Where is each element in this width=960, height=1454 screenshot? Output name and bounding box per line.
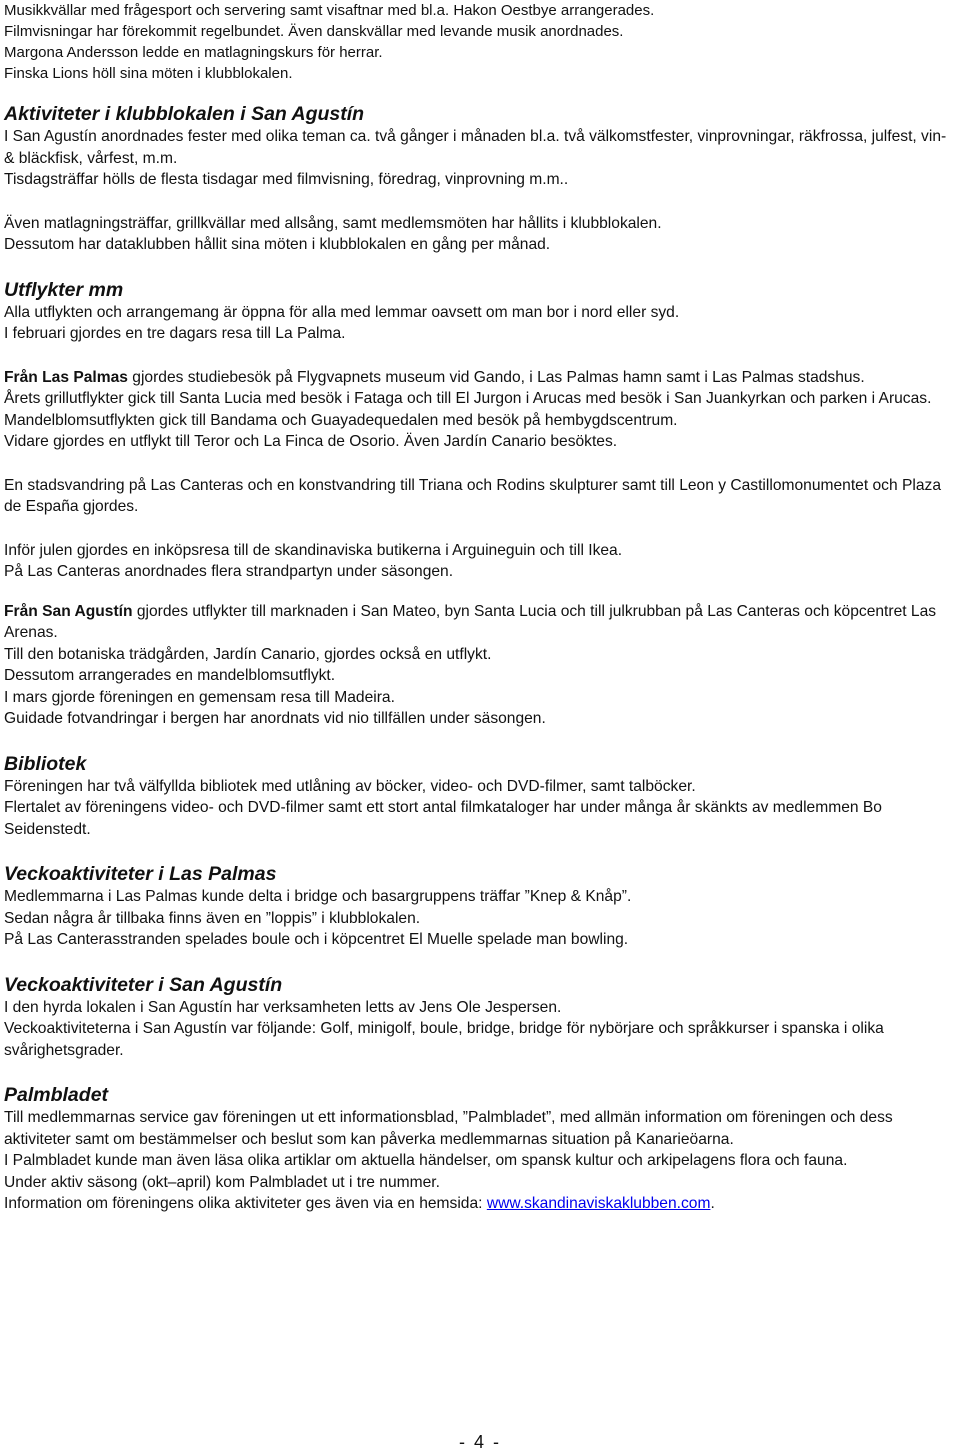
las-palmas-lead: Från Las Palmas: [4, 368, 128, 386]
document-page: [4, 0, 956, 1215]
vecka-lp-paragraph-1: Medlemmarna i Las Palmas kunde delta i bridge och basargruppens träffar ”Knep & Knåp”.: [4, 888, 632, 905]
heading-veckoaktiviteter-las-palmas: Veckoaktiviteter i Las Palmas: [4, 863, 277, 885]
vecka-sa-paragraph-2: Veckoaktiviteterna i San Agustín var följande: Golf, minigolf, boule, bridge, bridge för nybörjare och språkkurser i spanska i olika svårighetsgrader.: [4, 1020, 884, 1059]
san-agustin-lead: Från San Agustín: [4, 602, 133, 620]
intro-line-3: Margona Andersson ledde en matlagningskurs för herrar.: [4, 44, 383, 61]
palmbladet-paragraph-3: Under aktiv säsong (okt–april) kom Palmbladet ut i tre nummer.: [4, 1173, 440, 1191]
klubb-paragraph-3: Även matlagningsträffar, grillkvällar med allsång, samt medlemsmöten har hållits i klubblokalen.: [4, 214, 662, 232]
klubb-paragraph-4: Dessutom har dataklubben hållit sina möten i klubblokalen en gång per månad.: [4, 236, 551, 253]
intro-line-4: Finska Lions höll sina möten i klubblokalen.: [4, 65, 293, 82]
heading-veckoaktiviteter-san-agustin: Veckoaktiviteter i San Agustín: [4, 973, 283, 996]
vecka-lp-paragraph-2: Sedan några år tillbaka finns även en ”loppis” i klubblokalen.: [4, 909, 421, 927]
heading-klubblokalen: Aktiviteter i klubblokalen i San Agustín: [4, 103, 365, 125]
palmbladet-paragraph-2: I Palmbladet kunde man även läsa olika artiklar om aktuella händelser, om spansk kultur och arkipelagens flora och fauna.: [4, 1152, 848, 1169]
vecka-lp-paragraph-3: På Las Canterasstranden spelades boule och i köpcentret El Muelle spelade man bowling.: [4, 931, 629, 948]
bibliotek-paragraph-2: Flertalet av föreningens video- och DVD-filmer samt ett stort antal filmkataloger har under många år skänkts av medlemmen Bo Seidenstedt.: [4, 799, 882, 838]
palmbladet-paragraph-1: Till medlemmarnas service gav föreningen ut ett informationsblad, ”Palmbladet”, med allmän information om föreningen och dess aktiviteter samt om bestämmelser och beslut som kan påverka medlemmarnas situation på Kanarieöarna.: [4, 1109, 893, 1148]
san-agustin-paragraph: [4, 601, 956, 644]
las-palmas-paragraph-5: En stadsvandring på Las Canteras och en konstvandring till Triana och Rodins skulpturer samt till Leon y Castillomonumentet och Plaza de España gjordes.: [4, 476, 941, 515]
vecka-sa-paragraph-1: I den hyrda lokalen i San Agustín har verksamheten letts av Jens Ole Jespersen.: [4, 998, 562, 1016]
heading-utflykter: Utflykter mm: [4, 278, 124, 301]
las-palmas-paragraph-7: På Las Canteras anordnades flera strandpartyn under säsongen.: [4, 563, 454, 580]
heading-palmbladet: Palmbladet: [4, 1084, 109, 1106]
las-palmas-paragraph-3: Mandelblomsutflykten gick till Bandama och Guayadequedalen med besök på hembygdscentrum.: [4, 411, 678, 429]
website-link[interactable]: www.skandinaviskaklubben.com: [486, 1195, 711, 1212]
intro-line-1: Musikkvällar med frågesport och servering samt visaftnar med bl.a. Hakon Oestbye arrangerades.: [4, 2, 655, 19]
klubb-paragraph-2: Tisdagsträffar hölls de flesta tisdagar med filmvisning, föredrag, vinprovning m.m..: [4, 171, 569, 188]
san-agustin-paragraph-2: Till den botaniska trädgården, Jardín Canario, gjordes också en utflykt.: [4, 645, 492, 663]
utflykter-paragraph-2: I februari gjordes en tre dagars resa till La Palma.: [4, 325, 346, 342]
heading-bibliotek: Bibliotek: [4, 752, 87, 775]
san-agustin-rest: gjordes utflykter till marknaden i San Mateo, byn Santa Lucia och till julkrubban på Las Canteras och köpcentret Las Arenas.: [4, 602, 937, 641]
san-agustin-paragraph-3: Dessutom arrangerades en mandelblomsutflykt.: [4, 667, 336, 684]
website-intro-text: Information om föreningens olika aktiviteter ges även via en hemsida:: [4, 1195, 487, 1212]
las-palmas-paragraph-4: Vidare gjordes en utflykt till Teror och La Finca de Osorio. Även Jardín Canario besöktes.: [4, 433, 618, 450]
intro-section: [4, 0, 956, 84]
intro-line-2: Filmvisningar har förekommit regelbundet. Även danskvällar med levande musik anordnades.: [4, 23, 624, 40]
klubb-paragraph-1: I San Agustín anordnades fester med olika teman ca. två gånger i månaden bl.a. två välkomstfester, vinprovningar, räkfrossa, julfest, vin- & bläckfisk, vårfest, m.m.: [4, 128, 947, 167]
website-trailing-dot: .: [710, 1195, 715, 1212]
las-palmas-paragraph-6: Inför julen gjordes en inköpsresa till de skandinaviska butikerna i Arguineguin och till Ikea.: [4, 541, 623, 559]
las-palmas-rest: gjordes studiebesök på Flygvapnets museum vid Gando, i Las Palmas hamn samt i Las Palmas stadshus.: [127, 368, 865, 386]
page-number: - 4 -: [458, 1432, 501, 1452]
las-palmas-paragraph-2: Årets grillutflykter gick till Santa Lucia med besök i Fataga och till El Jurgon i Arucas med besök i San Juankyrkan och parken i Arucas.: [4, 390, 932, 407]
palmbladet-paragraph-4: [4, 1193, 956, 1215]
san-agustin-paragraph-4: I mars gjorde föreningen en gemensam resa till Madeira.: [4, 688, 395, 706]
utflykter-paragraph-1: Alla utflykten och arrangemang är öppna för alla med lemmar oavsett om man bor i nord eller syd.: [4, 303, 680, 321]
san-agustin-paragraph-5: Guidade fotvandringar i bergen har anordnats vid nio tillfällen under säsongen.: [4, 710, 546, 727]
las-palmas-paragraph: [4, 367, 956, 389]
bibliotek-paragraph-1: Föreningen har två välfyllda bibliotek med utlåning av böcker, video- och DVD-filmer, samt talböcker.: [4, 777, 696, 795]
